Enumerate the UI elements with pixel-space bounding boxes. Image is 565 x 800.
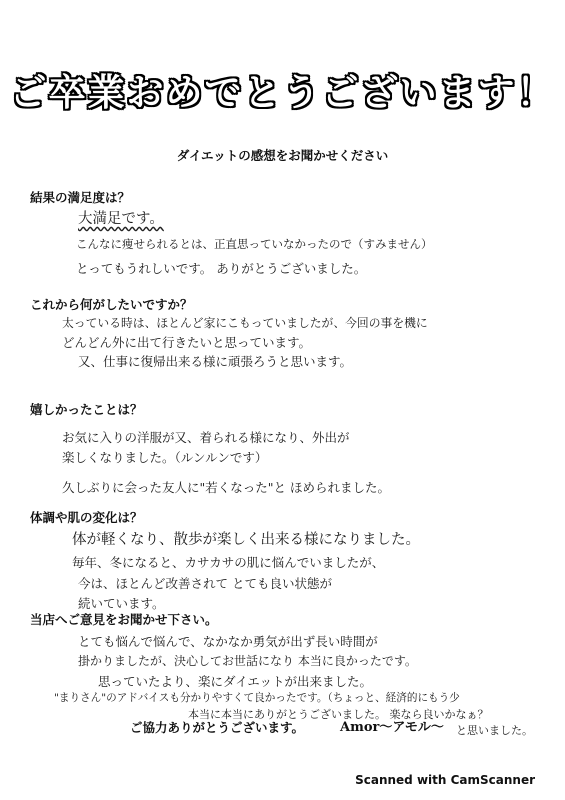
- answer-line: どんどん外に出て行きたいと思っています。: [62, 335, 312, 350]
- question-future-plans: これから何がしたいですか？: [30, 297, 193, 312]
- answer-line: こんなに痩せられるとは、正直思っていなかったので（すみません）: [76, 237, 433, 251]
- answer-line: 体が軽くなり、散歩が楽しく出来る様になりました。: [72, 532, 420, 548]
- answer-line: 久しぶりに会った友人に"若くなった"と ほめられました。: [62, 480, 390, 495]
- question-happy-things: 嬉しかったことは？: [30, 402, 143, 417]
- answer-line: お気に入りの洋服が又、着られる様になり、外出が: [62, 430, 350, 445]
- survey-subtitle: ダイエットの感想をお聞かせください: [176, 148, 389, 163]
- answer-line: [78, 207, 164, 228]
- answer-line: 本当に本当にありがとうございました。 楽なら良いかなぁ？: [188, 708, 489, 721]
- answer-line: 今は、ほとんど改善されて とても良い状態が: [78, 576, 332, 591]
- closing-thanks: ご協力ありがとうございます。: [130, 720, 305, 735]
- answer-line: 掛かりましたが、決心してお世話になり 本当に良かったです。: [78, 654, 417, 668]
- answer-line: とても悩んで悩んで、なかなか勇気が出ず長い時間が: [78, 634, 378, 649]
- answer-line: とってもうれしいです。 ありがとうございました。: [76, 261, 367, 276]
- answer-line: 思っていたより、楽にダイエットが出来ました。: [98, 674, 373, 689]
- answer-line: 太っている時は、ほとんど家にこもっていましたが、今回の事を機に: [62, 316, 428, 330]
- answer-line: 続いています。: [78, 596, 165, 611]
- scanner-watermark: Scanned with CamScanner: [355, 773, 535, 787]
- page-title: ご卒業おめでとうございます！: [9, 71, 556, 114]
- answer-line: 毎年、冬になると、カサカサの肌に悩んでいましたが、: [72, 555, 385, 570]
- question-satisfaction: 結果の満足度は？: [30, 190, 131, 205]
- question-feedback: 当店へご意見をお聞かせ下さい。: [30, 612, 218, 627]
- answer-line: 又、仕事に復帰出来る様に頑張ろうと思います。: [78, 354, 353, 369]
- question-body-changes: 体調や肌の変化は？: [30, 510, 143, 525]
- answer-highlight: 大満足です。: [78, 211, 164, 227]
- answer-line: "まりさん"のアドバイスも分かりやすくて良かったです。（ちょっと、経済的にもう少: [54, 692, 460, 704]
- answer-line: 楽しくなりました。（ルンルンです）: [62, 450, 268, 465]
- shop-signature: Amor〜アモル〜: [340, 720, 444, 735]
- answer-line: と思いました。: [456, 724, 533, 737]
